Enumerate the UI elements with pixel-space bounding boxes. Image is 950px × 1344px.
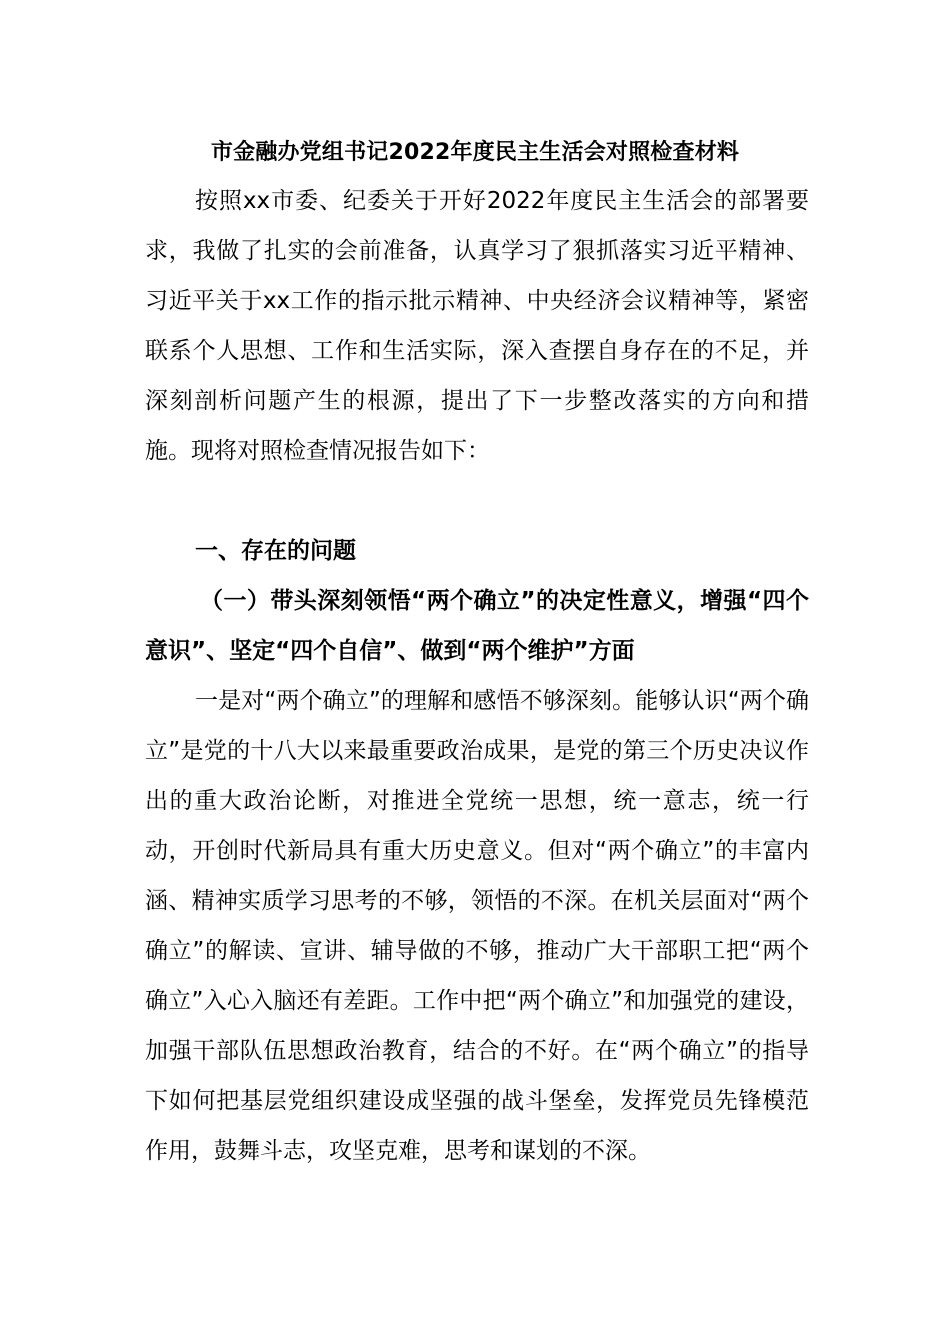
intro-paragraph: 按照xx市委、纪委关于开好2022年度民主生活会的部署要求，我做了扎实的会前准备，认真学习了狠抓落实习近平精神、习近平关于xx工作的指示批示精神、中央经济会议精神等，紧密联系个人思想、工作和生活实际，深入查摆自身存在的不足，并深刻剖析问题产生的根源，提出了下一步整改落实的方向和措施。现将对照检查情况报告如下： — [145, 188, 809, 464]
body-paragraph: 一是对“两个确立”的理解和感悟不够深刻。能够认识“两个确立”是党的十八大以来最重要政治成果，是党的第三个历史决议作出的重大政治论断，对推进全党统一思想，统一意志，统一行动，开创时代新局具有重大历史意义。但对“两个确立”的丰富内涵、精神实质学习思考的不够，领悟的不深。在机关层面对“两个确立”的解读、宣讲、辅导做的不够，推动广大干部职工把“两个确立”入心入脑还有差距。工作中把“两个确立”和加强党的建设，加强干部队伍思想政治教育，结合的不好。在“两个确立”的指导下如何把基层党组织建设成坚强的战斗堡垒，发挥党员先锋模范作用，鼓舞斗志，攻坚克难，思考和谋划的不深。 — [145, 688, 809, 1164]
section-heading: 一、存在的问题 — [195, 538, 356, 564]
document-title: 市金融办党组书记2022年度民主生活会对照检查材料 — [210, 140, 740, 165]
subsection-heading: （一）带头深刻领悟“两个确立”的决定性意义，增强“四个意识”、坚定“四个自信”、做到“两个维护”方面 — [145, 588, 809, 664]
